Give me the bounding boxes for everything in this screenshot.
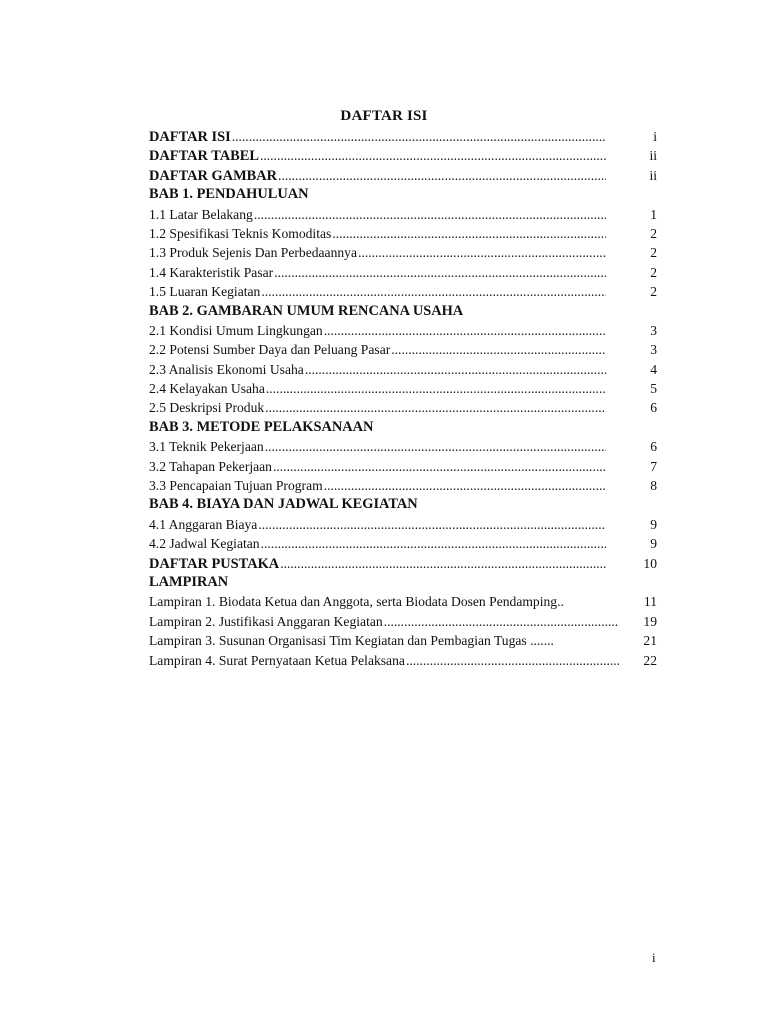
toc-label: 1.3 Produk Sejenis Dan Perbedaannya	[149, 245, 358, 261]
dot-leader	[324, 476, 606, 495]
toc-page-number: 19	[643, 613, 657, 629]
dot-leader	[265, 437, 606, 456]
toc-label: 1.5 Luaran Kegiatan	[149, 284, 261, 300]
toc-label: 4.2 Jadwal Kegiatan	[149, 536, 260, 552]
toc-page-number: 3	[650, 322, 657, 338]
dot-leader	[305, 360, 606, 379]
toc-entry[interactable]	[149, 612, 657, 631]
dot-leader	[406, 651, 619, 670]
toc-page-number: ii	[649, 148, 657, 164]
toc-page-number: 1	[650, 206, 657, 222]
toc-page-number: 7	[650, 458, 657, 474]
dot-leader	[258, 515, 606, 534]
dot-leader	[324, 321, 606, 340]
dot-leader	[280, 554, 606, 573]
toc-entry-daftar-tabel[interactable]	[149, 146, 657, 165]
toc-label: 2.5 Deskripsi Produk	[149, 400, 265, 416]
toc-entry[interactable]	[149, 592, 657, 611]
dot-leader	[391, 340, 606, 359]
dot-leader	[358, 243, 606, 262]
toc-page-number: 6	[650, 400, 657, 416]
toc-label: DAFTAR GAMBAR	[149, 167, 278, 184]
toc-entry-daftar-gambar[interactable]	[149, 166, 657, 185]
toc-page-number: ii	[649, 167, 657, 183]
toc-entry[interactable]	[149, 243, 657, 262]
toc-label: 2.1 Kondisi Umum Lingkungan	[149, 322, 323, 338]
page-number: i	[652, 950, 656, 965]
toc-page-number: 22	[643, 652, 657, 668]
toc-page-number: 5	[650, 381, 657, 397]
dot-leader	[232, 127, 606, 146]
toc-heading-bab1: BAB 1. PENDAHULUAN	[149, 186, 309, 203]
toc-entry[interactable]	[149, 515, 657, 534]
dot-leader	[273, 457, 606, 476]
dot-leader	[261, 282, 606, 301]
table-of-contents	[149, 127, 657, 670]
toc-page-number: 11	[643, 594, 657, 610]
toc-page-number: i	[653, 129, 657, 144]
toc-page-number: 21	[643, 633, 657, 649]
dot-leader	[260, 146, 606, 165]
dot-leader	[266, 379, 606, 398]
toc-label: 4.1 Anggaran Biaya	[149, 516, 258, 532]
toc-label: 2.4 Kelayakan Usaha	[149, 381, 265, 397]
toc-label: DAFTAR ISI	[149, 129, 231, 145]
toc-entry[interactable]	[149, 476, 657, 495]
toc-label: 1.4 Karakteristik Pasar	[149, 264, 274, 280]
toc-entry[interactable]	[149, 205, 657, 224]
dot-leader	[265, 398, 606, 417]
toc-label: 2.3 Analisis Ekonomi Usaha	[149, 361, 304, 377]
toc-entry-daftar-pustaka[interactable]	[149, 554, 657, 573]
toc-entry[interactable]	[149, 534, 657, 553]
toc-page-number: 2	[650, 225, 657, 241]
toc-label: DAFTAR PUSTAKA	[149, 555, 280, 572]
toc-page-number: 2	[650, 264, 657, 280]
toc-heading-bab3: BAB 3. METODE PELAKSANAAN	[149, 418, 374, 435]
toc-entry[interactable]	[149, 457, 657, 476]
toc-entry-daftar-isi[interactable]	[149, 127, 657, 146]
toc-entry[interactable]	[149, 631, 657, 650]
toc-entry[interactable]	[149, 282, 657, 301]
dot-leader	[254, 205, 606, 224]
toc-entry[interactable]	[149, 651, 657, 670]
toc-page-number: 6	[650, 439, 657, 455]
toc-page-number: 2	[650, 284, 657, 300]
page-title: DAFTAR ISI	[340, 108, 428, 124]
toc-page-number: 10	[643, 555, 657, 571]
toc-entry[interactable]	[149, 321, 657, 340]
toc-page-number: 2	[650, 245, 657, 261]
toc-label: Lampiran 4. Surat Pernyataan Ketua Pelaksana	[149, 652, 405, 668]
toc-entry[interactable]	[149, 379, 657, 398]
toc-page-number: 9	[650, 516, 657, 532]
toc-entry[interactable]	[149, 360, 657, 379]
dot-leader	[332, 224, 606, 243]
toc-label: 1.2 Spesifikasi Teknis Komoditas	[149, 225, 332, 241]
toc-page-number: 9	[650, 536, 657, 552]
dot-leader	[384, 612, 619, 631]
dot-leader	[278, 166, 606, 185]
toc-entry[interactable]	[149, 224, 657, 243]
toc-page-number: 4	[650, 361, 657, 377]
dot-leader	[274, 263, 606, 282]
toc-entry[interactable]	[149, 340, 657, 359]
toc-label: Lampiran 2. Justifikasi Anggaran Kegiatan	[149, 613, 383, 629]
toc-entry[interactable]	[149, 263, 657, 282]
dot-leader	[261, 534, 606, 553]
toc-label: Lampiran 1. Biodata Ketua dan Anggota, serta Biodata Dosen Pendamping..	[149, 594, 564, 610]
toc-entry[interactable]	[149, 437, 657, 456]
toc-label: 3.1 Teknik Pekerjaan	[149, 439, 264, 455]
toc-label: 2.2 Potensi Sumber Daya dan Peluang Pasar	[149, 342, 391, 358]
toc-page-number: 8	[650, 478, 657, 494]
toc-label: 3.2 Tahapan Pekerjaan	[149, 458, 272, 474]
toc-label: DAFTAR TABEL	[149, 148, 259, 165]
toc-page-number: 3	[650, 342, 657, 358]
toc-label: 3.3 Pencapaian Tujuan Program	[149, 478, 323, 494]
toc-heading-lampiran: LAMPIRAN	[149, 573, 229, 590]
toc-heading-bab2: BAB 2. GAMBARAN UMUM RENCANA USAHA	[149, 302, 464, 319]
toc-label: Lampiran 3. Susunan Organisasi Tim Kegiatan dan Pembagian Tugas .......	[149, 633, 554, 649]
toc-heading-bab4: BAB 4. BIAYA DAN JADWAL KEGIATAN	[149, 496, 418, 513]
toc-entry[interactable]	[149, 398, 657, 417]
toc-label: 1.1 Latar Belakang	[149, 206, 253, 222]
